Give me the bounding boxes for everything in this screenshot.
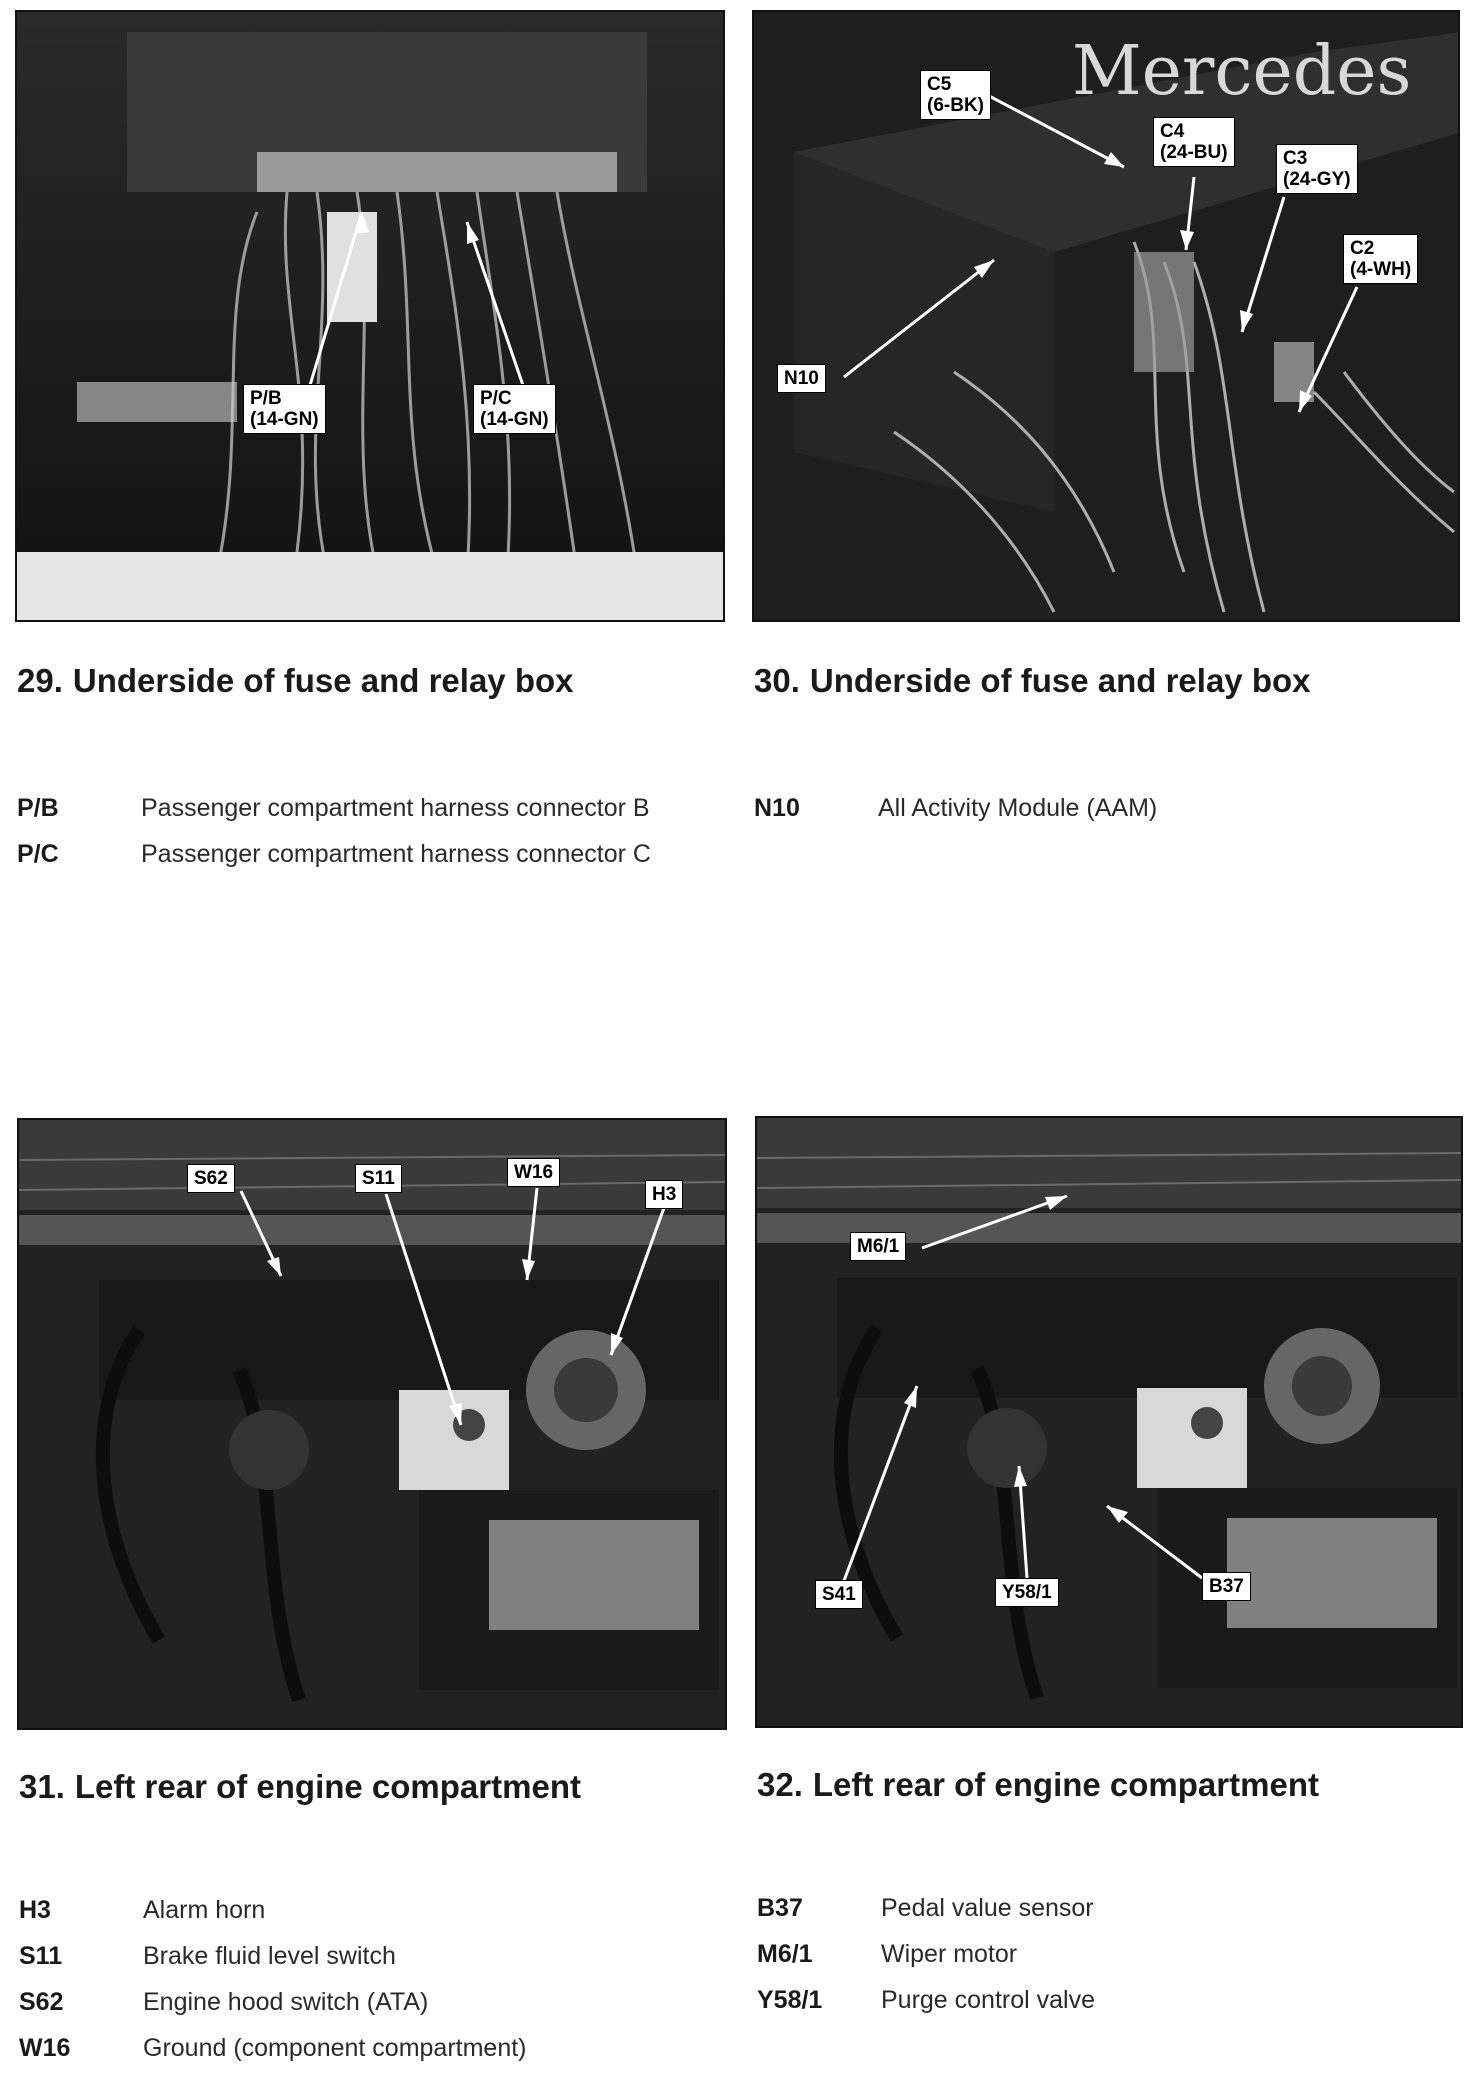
callout-c3: C3 (24-GY) xyxy=(1276,144,1358,194)
figure-32-legend xyxy=(757,1894,1457,2032)
figure-31-caption xyxy=(19,1768,581,1806)
legend-code: B37 xyxy=(757,1894,803,1922)
legend-item xyxy=(19,1896,739,1942)
legend-item xyxy=(754,794,1454,840)
legend-code: P/C xyxy=(17,840,59,868)
figure-title: Underside of fuse and relay box xyxy=(809,662,1311,699)
legend-item xyxy=(19,2034,739,2080)
legend-code: W16 xyxy=(19,2034,71,2062)
legend-code: P/B xyxy=(17,794,59,822)
figure-29-caption xyxy=(17,662,574,700)
callout-m61: M6/1 xyxy=(850,1232,906,1261)
figure-number: 31. xyxy=(19,1768,65,1805)
figure-32-illustration xyxy=(757,1118,1463,1728)
legend-item xyxy=(19,1942,739,1988)
legend-desc: Passenger compartment harness connector B xyxy=(141,794,650,822)
legend-desc: Purge control valve xyxy=(881,1986,1096,2014)
figure-30-legend xyxy=(754,794,1454,840)
legend-item xyxy=(17,794,737,840)
callout-c4: C4 (24-BU) xyxy=(1153,117,1235,167)
figure-31-photo xyxy=(17,1118,727,1730)
figure-32-caption xyxy=(757,1766,1319,1804)
figure-31-legend xyxy=(19,1896,739,2080)
legend-desc: Ground (component compartment) xyxy=(143,2034,527,2062)
callout-c5: C5 (6-BK) xyxy=(920,70,991,120)
legend-code: Y58/1 xyxy=(757,1986,823,2014)
callout-pb: P/B (14-GN) xyxy=(243,384,326,434)
callout-c2: C2 (4-WH) xyxy=(1343,234,1418,284)
legend-item xyxy=(19,1988,739,2034)
legend-item xyxy=(757,1894,1457,1940)
figure-30-photo xyxy=(752,10,1460,622)
callout-w16: W16 xyxy=(507,1158,560,1187)
legend-desc: Wiper motor xyxy=(881,1940,1018,1968)
callout-y581: Y58/1 xyxy=(995,1578,1059,1607)
callout-n10: N10 xyxy=(777,364,826,393)
figure-29-legend xyxy=(17,794,737,886)
figure-32-photo xyxy=(755,1116,1463,1728)
callout-h3: H3 xyxy=(645,1180,683,1209)
figure-number: 32. xyxy=(757,1766,803,1803)
legend-code: S62 xyxy=(19,1988,64,2016)
figure-title: Left rear of engine compartment xyxy=(74,1768,581,1805)
figure-title: Underside of fuse and relay box xyxy=(72,662,574,699)
figure-29-photo xyxy=(15,10,725,622)
callout-b37: B37 xyxy=(1202,1572,1251,1601)
legend-code: M6/1 xyxy=(757,1940,813,1968)
figure-number: 30. xyxy=(754,662,800,699)
figure-title: Left rear of engine compartment xyxy=(812,1766,1319,1803)
callout-pc: P/C (14-GN) xyxy=(473,384,556,434)
figure-31-illustration xyxy=(19,1120,727,1730)
legend-desc: Passenger compartment harness connector C xyxy=(141,840,651,868)
legend-code: H3 xyxy=(19,1896,51,1924)
callout-s41: S41 xyxy=(815,1580,863,1609)
figure-29-illustration xyxy=(17,12,725,622)
legend-desc: All Activity Module (AAM) xyxy=(878,794,1158,822)
figure-30-caption xyxy=(754,662,1311,700)
legend-item xyxy=(757,1940,1457,1986)
callout-s11: S11 xyxy=(355,1164,402,1193)
callout-s62: S62 xyxy=(187,1164,235,1193)
legend-code: N10 xyxy=(754,794,800,822)
legend-item xyxy=(757,1986,1457,2032)
legend-desc: Pedal value sensor xyxy=(881,1894,1094,1922)
legend-desc: Brake fluid level switch xyxy=(143,1942,396,1970)
legend-desc: Alarm horn xyxy=(143,1896,266,1924)
legend-item xyxy=(17,840,737,886)
figure-number: 29. xyxy=(17,662,63,699)
legend-desc: Engine hood switch (ATA) xyxy=(143,1988,429,2016)
legend-code: S11 xyxy=(19,1942,63,1970)
mercedes-watermark: Mercedes xyxy=(1072,32,1412,111)
